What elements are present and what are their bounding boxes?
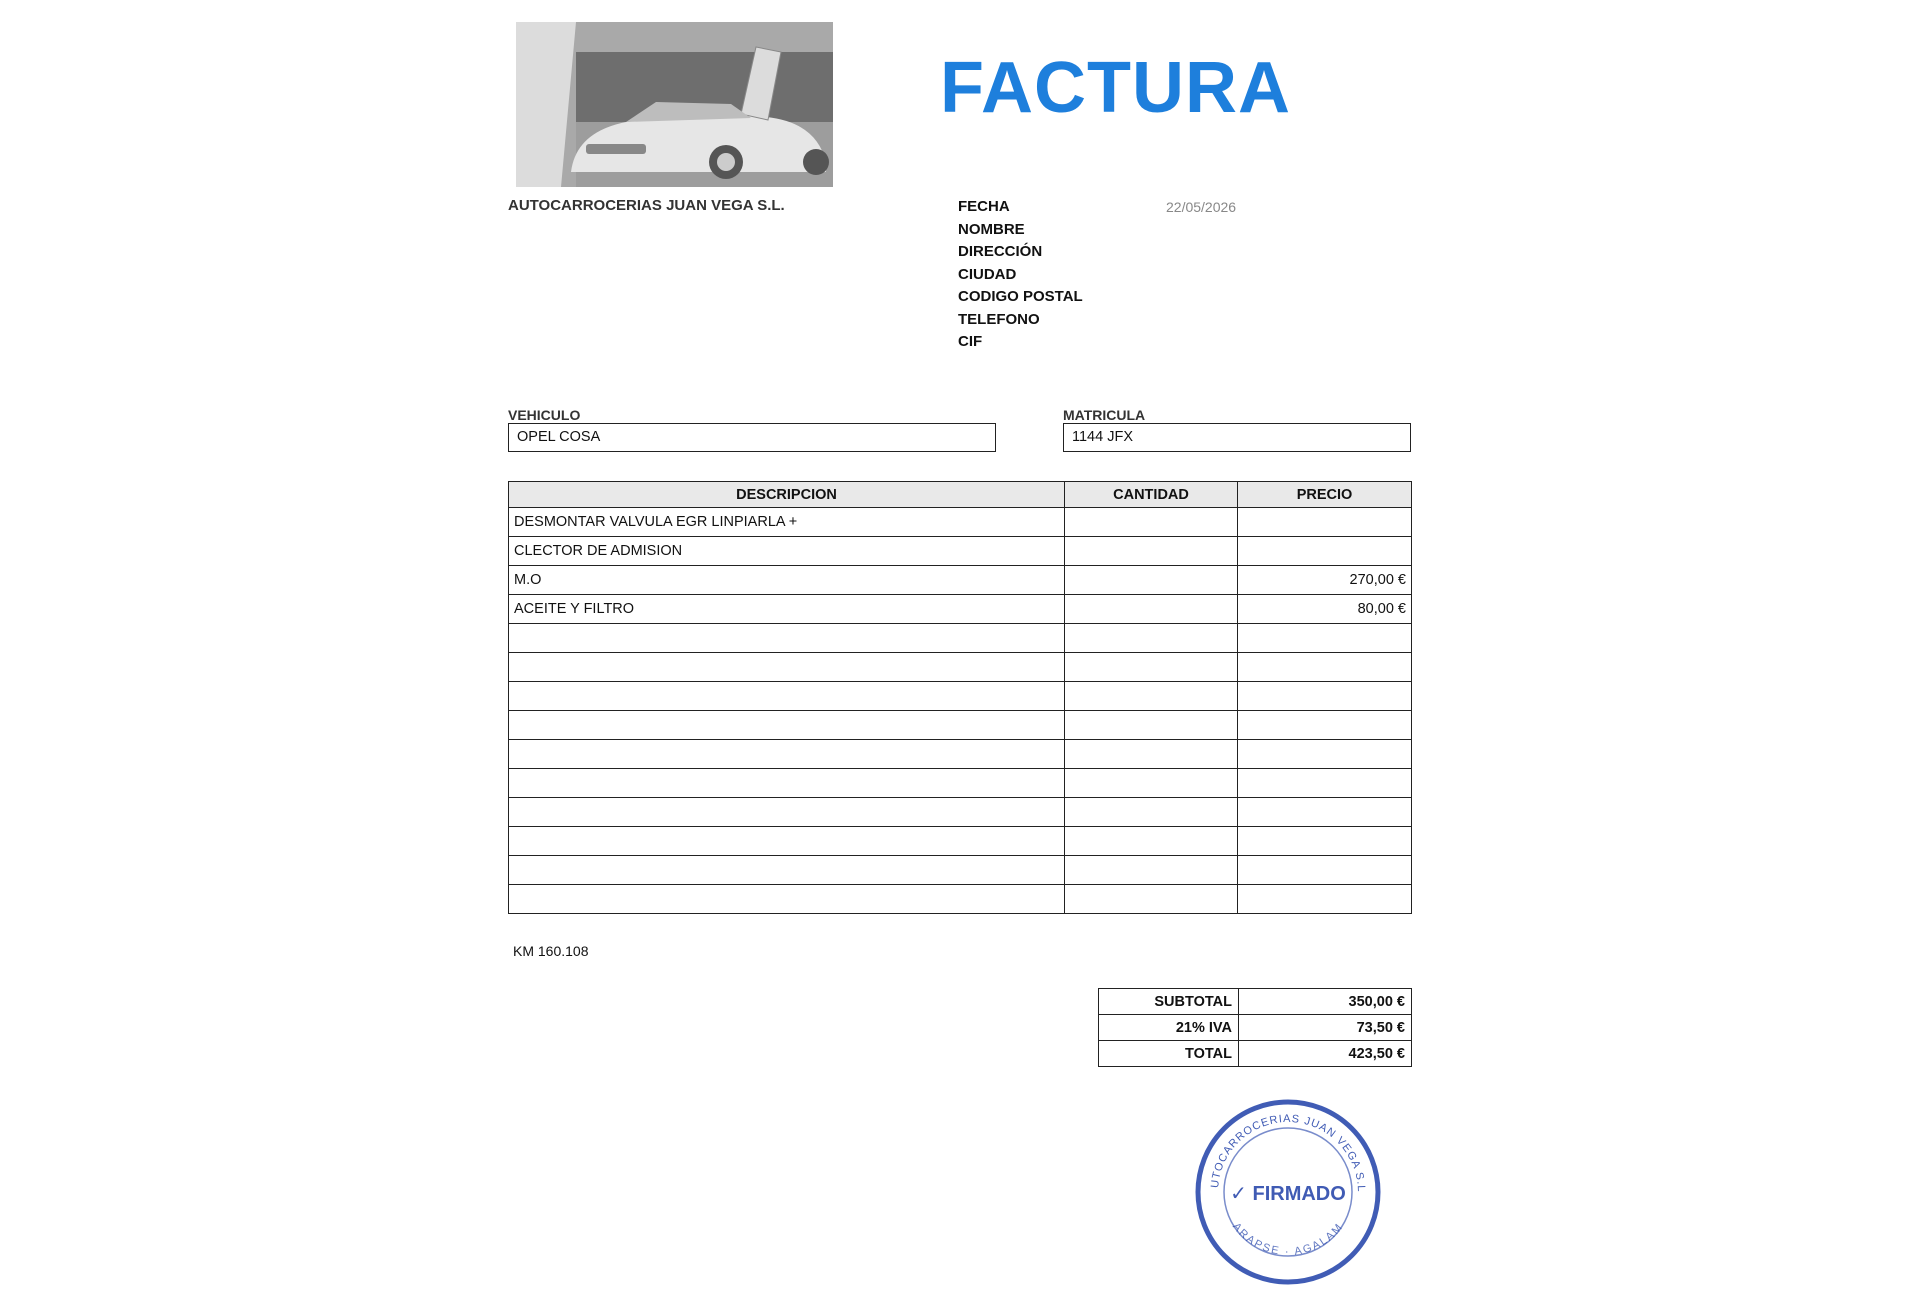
table-row	[509, 885, 1412, 914]
nombre-label: NOMBRE	[958, 220, 1025, 238]
cantidad-cell	[1065, 711, 1238, 740]
fecha-value: 22/05/2026	[1166, 199, 1237, 215]
total-row	[1099, 1041, 1412, 1067]
table-header-row	[509, 482, 1412, 508]
stamp-center-text: ✓ FIRMADO	[1230, 1183, 1346, 1205]
descripcion-cell	[509, 798, 1065, 827]
descripcion-cell	[509, 769, 1065, 798]
matricula-field: 1144 JFX	[1063, 423, 1411, 452]
table-row	[509, 624, 1412, 653]
svg-text:ARAPSE · AGALAM: ARAPSE · AGALAM	[1230, 1220, 1347, 1259]
cantidad-cell	[1065, 769, 1238, 798]
precio-cell	[1238, 827, 1412, 856]
cantidad-cell	[1065, 798, 1238, 827]
descripcion-cell: M.O	[509, 566, 1065, 595]
cantidad-cell	[1065, 653, 1238, 682]
iva-label: 21% IVA	[1099, 1015, 1239, 1041]
table-row	[509, 566, 1412, 595]
descripcion-cell	[509, 885, 1065, 914]
cantidad-cell	[1065, 508, 1238, 537]
car-icon	[516, 22, 833, 187]
descripcion-cell: CLECTOR DE ADMISION	[509, 537, 1065, 566]
descripcion-cell	[509, 653, 1065, 682]
precio-cell	[1238, 885, 1412, 914]
subtotal-value: 350,00 €	[1239, 989, 1412, 1015]
precio-cell	[1238, 682, 1412, 711]
vehiculo-label: VEHICULO	[508, 407, 581, 423]
vehiculo-field: OPEL COSA	[508, 423, 996, 452]
codigo-postal-label: CODIGO POSTAL	[958, 288, 1083, 305]
descripcion-cell: ACEITE Y FILTRO	[509, 595, 1065, 624]
cantidad-cell	[1065, 885, 1238, 914]
precio-header: PRECIO	[1238, 482, 1412, 508]
precio-cell	[1238, 769, 1412, 798]
matricula-label: MATRICULA	[1063, 407, 1146, 423]
table-row	[509, 711, 1412, 740]
cantidad-cell	[1065, 537, 1238, 566]
table-row	[509, 653, 1412, 682]
precio-cell	[1238, 537, 1412, 566]
iva-value: 73,50 €	[1239, 1015, 1412, 1041]
descripcion-cell	[509, 740, 1065, 769]
precio-cell	[1238, 508, 1412, 537]
cantidad-header: CANTIDAD	[1065, 482, 1238, 508]
fecha-label: FECHA	[958, 198, 1010, 215]
subtotal-row	[1099, 989, 1412, 1015]
precio-cell	[1238, 740, 1412, 769]
iva-row	[1099, 1015, 1412, 1041]
total-label: TOTAL	[1099, 1041, 1239, 1067]
table-row	[509, 682, 1412, 711]
precio-cell: 270,00 €	[1238, 566, 1412, 595]
precio-cell	[1238, 798, 1412, 827]
precio-cell: 80,00 €	[1238, 595, 1412, 624]
company-stamp	[1193, 1097, 1383, 1287]
ciudad-label: CIUDAD	[958, 265, 1017, 283]
table-row	[509, 508, 1412, 537]
precio-cell	[1238, 624, 1412, 653]
descripcion-cell	[509, 856, 1065, 885]
invoice-title: FACTURA	[940, 48, 1291, 128]
precio-cell	[1238, 653, 1412, 682]
cantidad-cell	[1065, 682, 1238, 711]
cantidad-cell	[1065, 624, 1238, 653]
descripcion-cell	[509, 711, 1065, 740]
company-name: AUTOCARROCERIAS JUAN VEGA S.L.	[508, 197, 785, 214]
cantidad-cell	[1065, 566, 1238, 595]
client-info-labels	[958, 196, 1083, 354]
precio-cell	[1238, 711, 1412, 740]
table-row	[509, 769, 1412, 798]
table-row	[509, 537, 1412, 566]
table-row	[509, 740, 1412, 769]
cantidad-cell	[1065, 595, 1238, 624]
table-row	[509, 595, 1412, 624]
car-photo	[516, 22, 833, 187]
table-row	[509, 856, 1412, 885]
cantidad-cell	[1065, 740, 1238, 769]
totals-table	[1098, 988, 1412, 1067]
subtotal-label: SUBTOTAL	[1099, 989, 1239, 1015]
km-reading: KM 160.108	[513, 943, 589, 959]
table-row	[509, 827, 1412, 856]
descripcion-header: DESCRIPCION	[509, 482, 1065, 508]
total-value: 423,50 €	[1239, 1041, 1412, 1067]
svg-text:AUTOCARROCERIAS JUAN VEGA S.L.: UTOCARROCERIAS JUAN VEGA S.L	[1209, 1112, 1368, 1193]
precio-cell	[1238, 856, 1412, 885]
direccion-label: DIRECCIÓN	[958, 243, 1043, 260]
telefono-label: TELEFONO	[958, 310, 1040, 328]
cif-label: CIF	[958, 333, 983, 350]
cantidad-cell	[1065, 827, 1238, 856]
descripcion-cell	[509, 827, 1065, 856]
cantidad-cell	[1065, 856, 1238, 885]
descripcion-cell	[509, 682, 1065, 711]
table-row	[509, 798, 1412, 827]
descripcion-cell	[509, 624, 1065, 653]
descripcion-cell: DESMONTAR VALVULA EGR LINPIARLA +	[509, 508, 1065, 537]
items-table	[508, 481, 1412, 914]
